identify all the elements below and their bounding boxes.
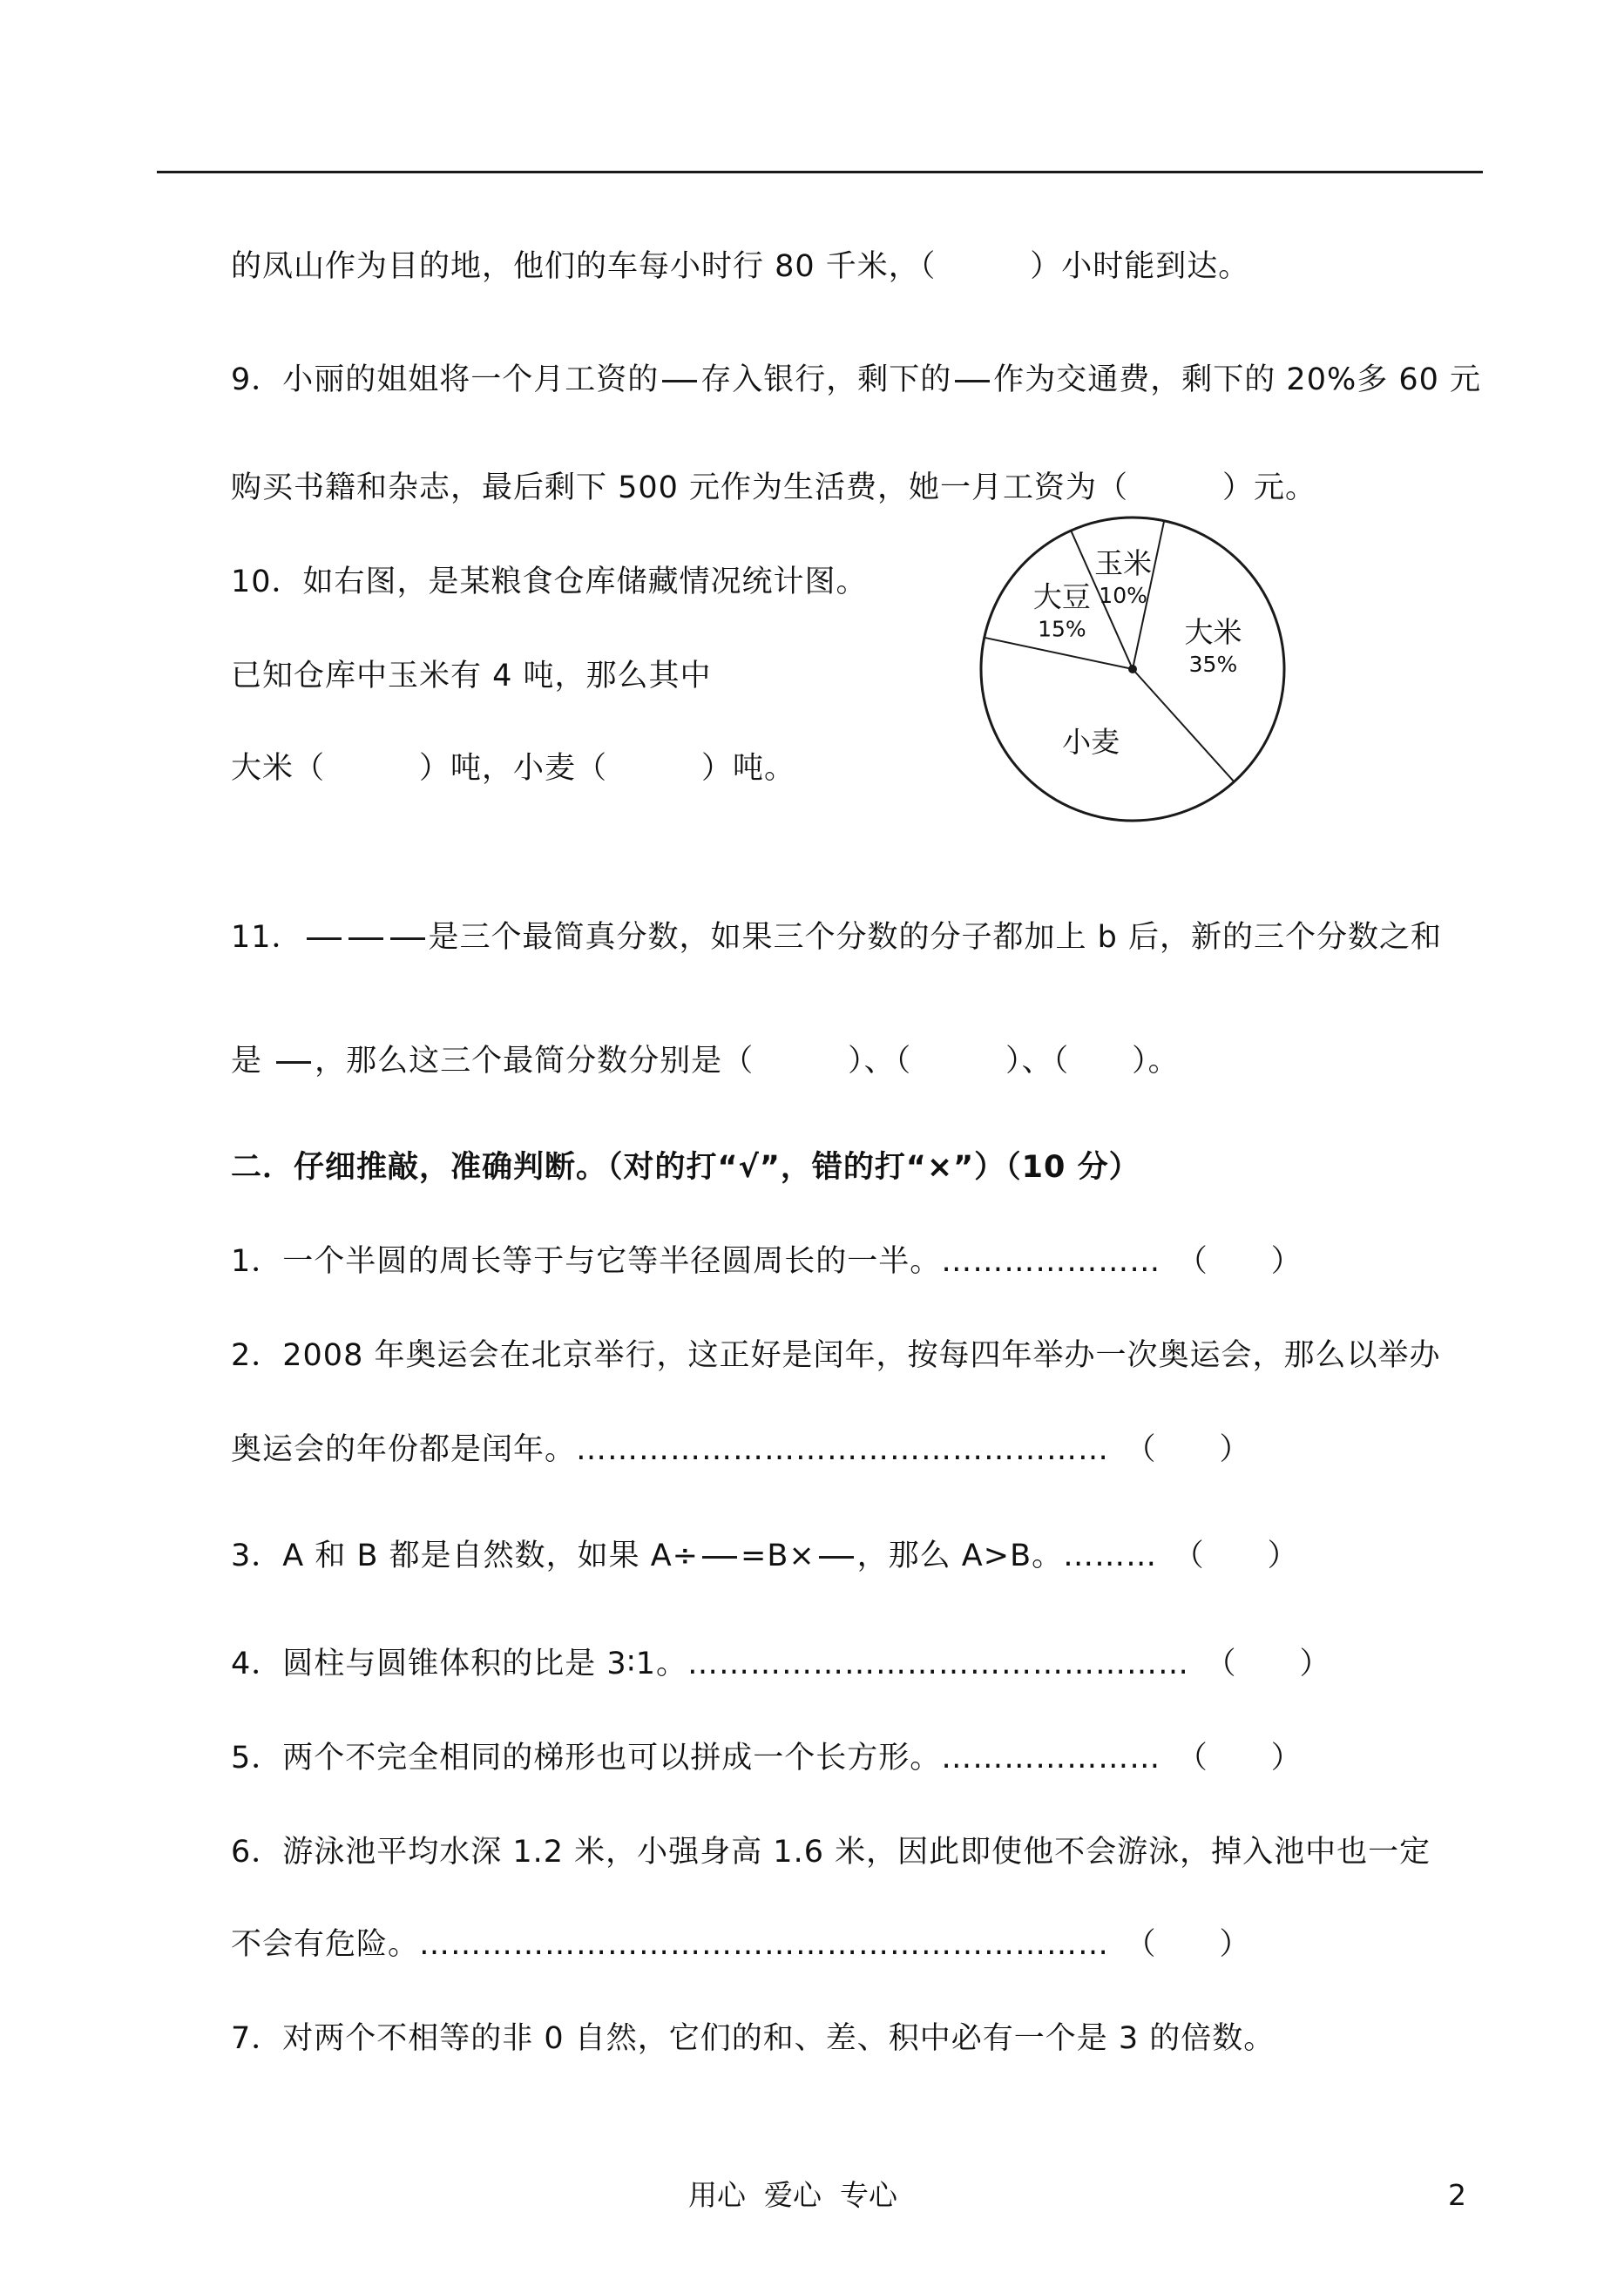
fraction-blank bbox=[702, 1556, 737, 1559]
pie-slice-label: 大米 bbox=[1184, 615, 1242, 650]
question-11-line-2 bbox=[231, 1042, 1180, 1080]
judgment-5: 5．两个不完全相同的梯形也可以拼成一个长方形。………………… （ ） bbox=[231, 1741, 1303, 1776]
footer-motto: 用心 爱心 专心 bbox=[688, 2178, 897, 2212]
fraction-blank bbox=[348, 937, 383, 940]
question-10-line-3: 大米（ ）吨，小麦（ ）吨。 bbox=[231, 751, 796, 786]
judgment-6-line-1: 6．游泳池平均水深 1.2 米，小强身高 1.6 米，因此即使他不会游泳，掉入池中也一定 bbox=[231, 1835, 1431, 1870]
judgment-1: 1．一个半圆的周长等于与它等半径圆周长的一半。………………… （ ） bbox=[231, 1244, 1303, 1279]
q9-text-c: 作为交通费，剩下的 20%多 60 元 bbox=[993, 362, 1482, 397]
judgment-4: 4．圆柱与圆锥体积的比是 3∶1。………………………………………… （ ） bbox=[231, 1647, 1331, 1681]
j3-text-b: =B× bbox=[741, 1539, 815, 1573]
j3-text-a: 3．A 和 B 都是自然数，如果 A÷ bbox=[231, 1539, 699, 1573]
q9-text-b: 存入银行，剩下的 bbox=[700, 362, 952, 397]
page-number: 2 bbox=[1448, 2178, 1466, 2212]
question-9-line-1 bbox=[231, 361, 1481, 399]
question-11-line-1 bbox=[231, 918, 1442, 957]
pie-slice-percent: 35% bbox=[1188, 652, 1238, 678]
q11-text: 是三个最简真分数，如果三个分数的分子都加上 b 后，新的三个分数之和 bbox=[428, 920, 1443, 955]
pie-slice-percent: 15% bbox=[1038, 616, 1086, 642]
fraction-blank bbox=[390, 937, 425, 940]
judgment-7: 7．对两个不相等的非 0 自然，它们的和、差、积中必有一个是 3 的倍数。 bbox=[231, 2021, 1276, 2056]
question-8-continued: 的凤山作为目的地，他们的车每小时行 80 千米，（ ）小时能到达。 bbox=[231, 249, 1250, 284]
q11-text-a: 是 bbox=[231, 1044, 274, 1079]
question-10-line-2: 已知仓库中玉米有 4 吨，那么其中 bbox=[231, 659, 712, 693]
q11-text-b: ，那么这三个最简分数分别是（ ）、（ ）、（ ）。 bbox=[315, 1044, 1180, 1079]
pie-slice-label: 小麦 bbox=[1062, 724, 1120, 759]
pie-slice-label: 玉米 bbox=[1094, 546, 1153, 581]
q9-text-a: 9．小丽的姐姐将一个月工资的 bbox=[231, 362, 660, 397]
grain-storage-pie-chart bbox=[976, 512, 1289, 826]
question-10-line-1: 10．如右图，是某粮食仓库储藏情况统计图。 bbox=[231, 565, 868, 599]
q11-number: 11． bbox=[231, 920, 303, 955]
header-rule bbox=[157, 171, 1483, 173]
pie-center-dot bbox=[1128, 665, 1137, 673]
j3-text-c: ，那么 A>B。……… （ ） bbox=[856, 1539, 1299, 1573]
fraction-blank bbox=[307, 937, 342, 940]
judgment-2-line-1: 2．2008 年奥运会在北京举行，这正好是闰年，按每四年举办一次奥运会，那么以举办 bbox=[231, 1338, 1441, 1373]
fraction-blank bbox=[819, 1556, 854, 1559]
fraction-blank bbox=[662, 380, 697, 382]
judgment-3 bbox=[231, 1537, 1299, 1575]
pie-slice-percent: 10% bbox=[1099, 583, 1147, 609]
fraction-blank bbox=[955, 380, 990, 382]
question-9-line-2: 购买书籍和杂志，最后剩下 500 元作为生活费，她一月工资为（ ）元。 bbox=[231, 470, 1317, 505]
pie-slice-label: 大豆 bbox=[1032, 579, 1091, 614]
judgment-2-line-2: 奥运会的年份都是闰年。…………………………………………… （ ） bbox=[231, 1432, 1251, 1467]
section-2-heading: 二．仔细推敲，准确判断。（对的打“√”，错的打“×”）（10 分） bbox=[231, 1150, 1140, 1185]
judgment-6-line-2: 不会有危险。………………………………………………………… （ ） bbox=[231, 1927, 1251, 1962]
fraction-blank bbox=[276, 1061, 311, 1064]
